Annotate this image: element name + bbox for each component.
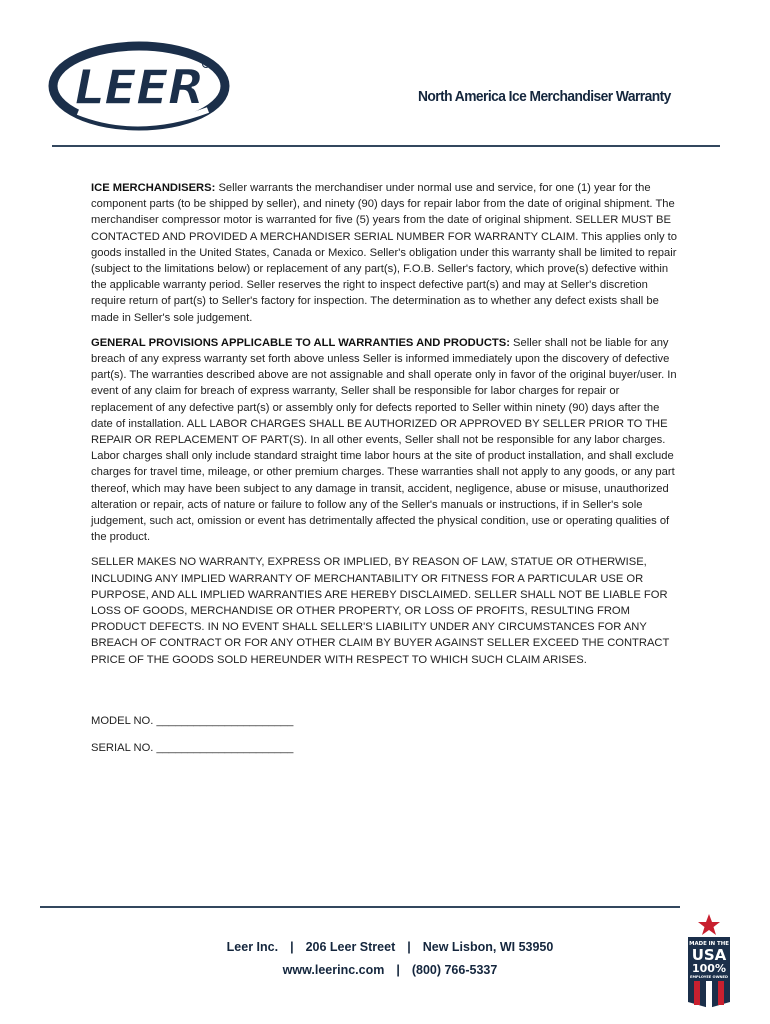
footer-separator: | [396, 963, 400, 977]
street-address: 206 Leer Street [305, 940, 396, 954]
general-provisions-paragraph [91, 335, 683, 546]
website-link[interactable]: www.leerinc.com [282, 963, 385, 977]
footer-divider [40, 906, 680, 908]
star-icon [698, 914, 720, 935]
city-state-zip: New Lisbon, WI 53950 [422, 940, 554, 954]
serial-number-field: SERIAL NO. ______________________ [91, 742, 294, 755]
leer-logo [48, 40, 230, 132]
company-name: Leer Inc. [226, 940, 279, 954]
made-in-usa-badge [684, 912, 734, 1008]
footer-contact-line [120, 963, 660, 977]
header-divider [52, 145, 720, 147]
badge-employee-owned-text: EMPLOYEE OWNED [690, 975, 728, 979]
footer-separator: | [290, 940, 294, 954]
warranty-disclaimer: SELLER MAKES NO WARRANTY, EXPRESS OR IMPLIED, BY REASON OF LAW, STATUE OR OTHERWISE, INCLUDING ANY IMPLIED WARRANTY OF MERCHANTABILITY OR FITNESS FOR A PARTICULAR USE OR PURPOSE, AND ALL IMPLIED WARRANTIES ARE HEREBY DISCLAIMED. SELLER SHALL NOT BE LIABLE FOR LOSS OF GOODS, MERCHANDISE OR OTHER PROPERTY, OR LOSS OF PROFITS, RESULTING FROM PRODUCT DEFECTS. IN NO EVENT SHALL SELLER'S LIABILITY UNDER ANY CIRCUMSTANCES FOR ANY BREACH OF CONTRACT OR FOR ANY OTHER CLAIM BY BUYER AGAINST SELLER EXCEED THE CONTRACT PRICE OF THE GOODS SOLD HEREUNDER WITH RESPECT TO WHICH SUCH CLAIM ARISES. [91, 556, 670, 666]
badge-made-in-text: MADE IN THE [689, 941, 729, 947]
footer-separator: | [407, 940, 411, 954]
logo-wordmark: LEER [74, 60, 204, 116]
footer-contact [120, 940, 660, 986]
general-provisions-text: Seller shall not be liable for any breach of any express warranty set forth above unless Seller is informed immediately upon the discovery of defective part(s). The warranties described above are not assignable and shall operate only in favor of the original buyer/user. In event of any claim for breach of express warranty, Seller shall be responsible for labor charges for repair or replacement of any defective part(s) or assembly only for defects reported to Seller within ninety (90) days after the date of installation. ALL LABOR CHARGES SHALL BE AUTHORIZED OR APPROVED BY SELLER PRIOR TO THE REPAIR OR REPLACEMENT OF PART(S). In all other events, Seller shall not be responsible for any labor charges. Labor charges shall only include standard straight time labor hours at the site of product installation, and shall exclude charges for travel time, mileage, or other premium charges. These warranties shall not apply to any goods, or any part thereof, which may have been subject to any damage in transit, accident, negligence, abuse or misuse, unauthorized alteration or repair, acts of nature or failure to follow any of the Seller's manuals or instructions, if in Seller's sole judgement, such act, omission or event has detrimentally affected the physical condition, use or operating qualities of the product. [91, 336, 677, 544]
model-number-field: MODEL NO. ______________________ [91, 714, 294, 727]
badge-percent-text: 100% [692, 962, 726, 975]
general-provisions-heading: GENERAL PROVISIONS APPLICABLE TO ALL WARRANTIES AND PRODUCTS: [91, 336, 510, 349]
phone-number: (800) 766-5337 [411, 963, 498, 977]
badge-usa-text: USA [691, 946, 727, 964]
ice-merchandisers-text: Seller warrants the merchandiser under normal use and service, for one (1) year for the component parts (to be shipped by seller), and ninety (90) days for repair labor from the date of original shipment. The merchandiser compressor motor is warranted for five (5) years from the date of original shipment. SELLER MUST BE CONTACTED AND PROVIDED A MERCHANDISER SERIAL NUMBER FOR WARRANTY CLAIM. This applies only to goods installed in the United States, Canada or Mexico. Seller's obligation under this warranty shall be limited to repair (subject to the limitations below) or replacement of any part(s), F.O.B. Seller's factory, which prove(s) defective within the applicable warranty period. Seller reserves the right to inspect defective part(s) and may at Seller's discretion require return of part(s) to Seller's factory for inspection. The determination as to whether any defect exists shall be made in Seller's sole judgement. [91, 182, 678, 324]
footer-address-line [120, 940, 660, 954]
ice-merchandisers-heading: ICE MERCHANDISERS: [91, 182, 216, 194]
warranty-body [91, 180, 683, 765]
ice-merchandisers-paragraph [91, 180, 683, 326]
document-title: North America Ice Merchandiser Warranty [418, 88, 671, 105]
